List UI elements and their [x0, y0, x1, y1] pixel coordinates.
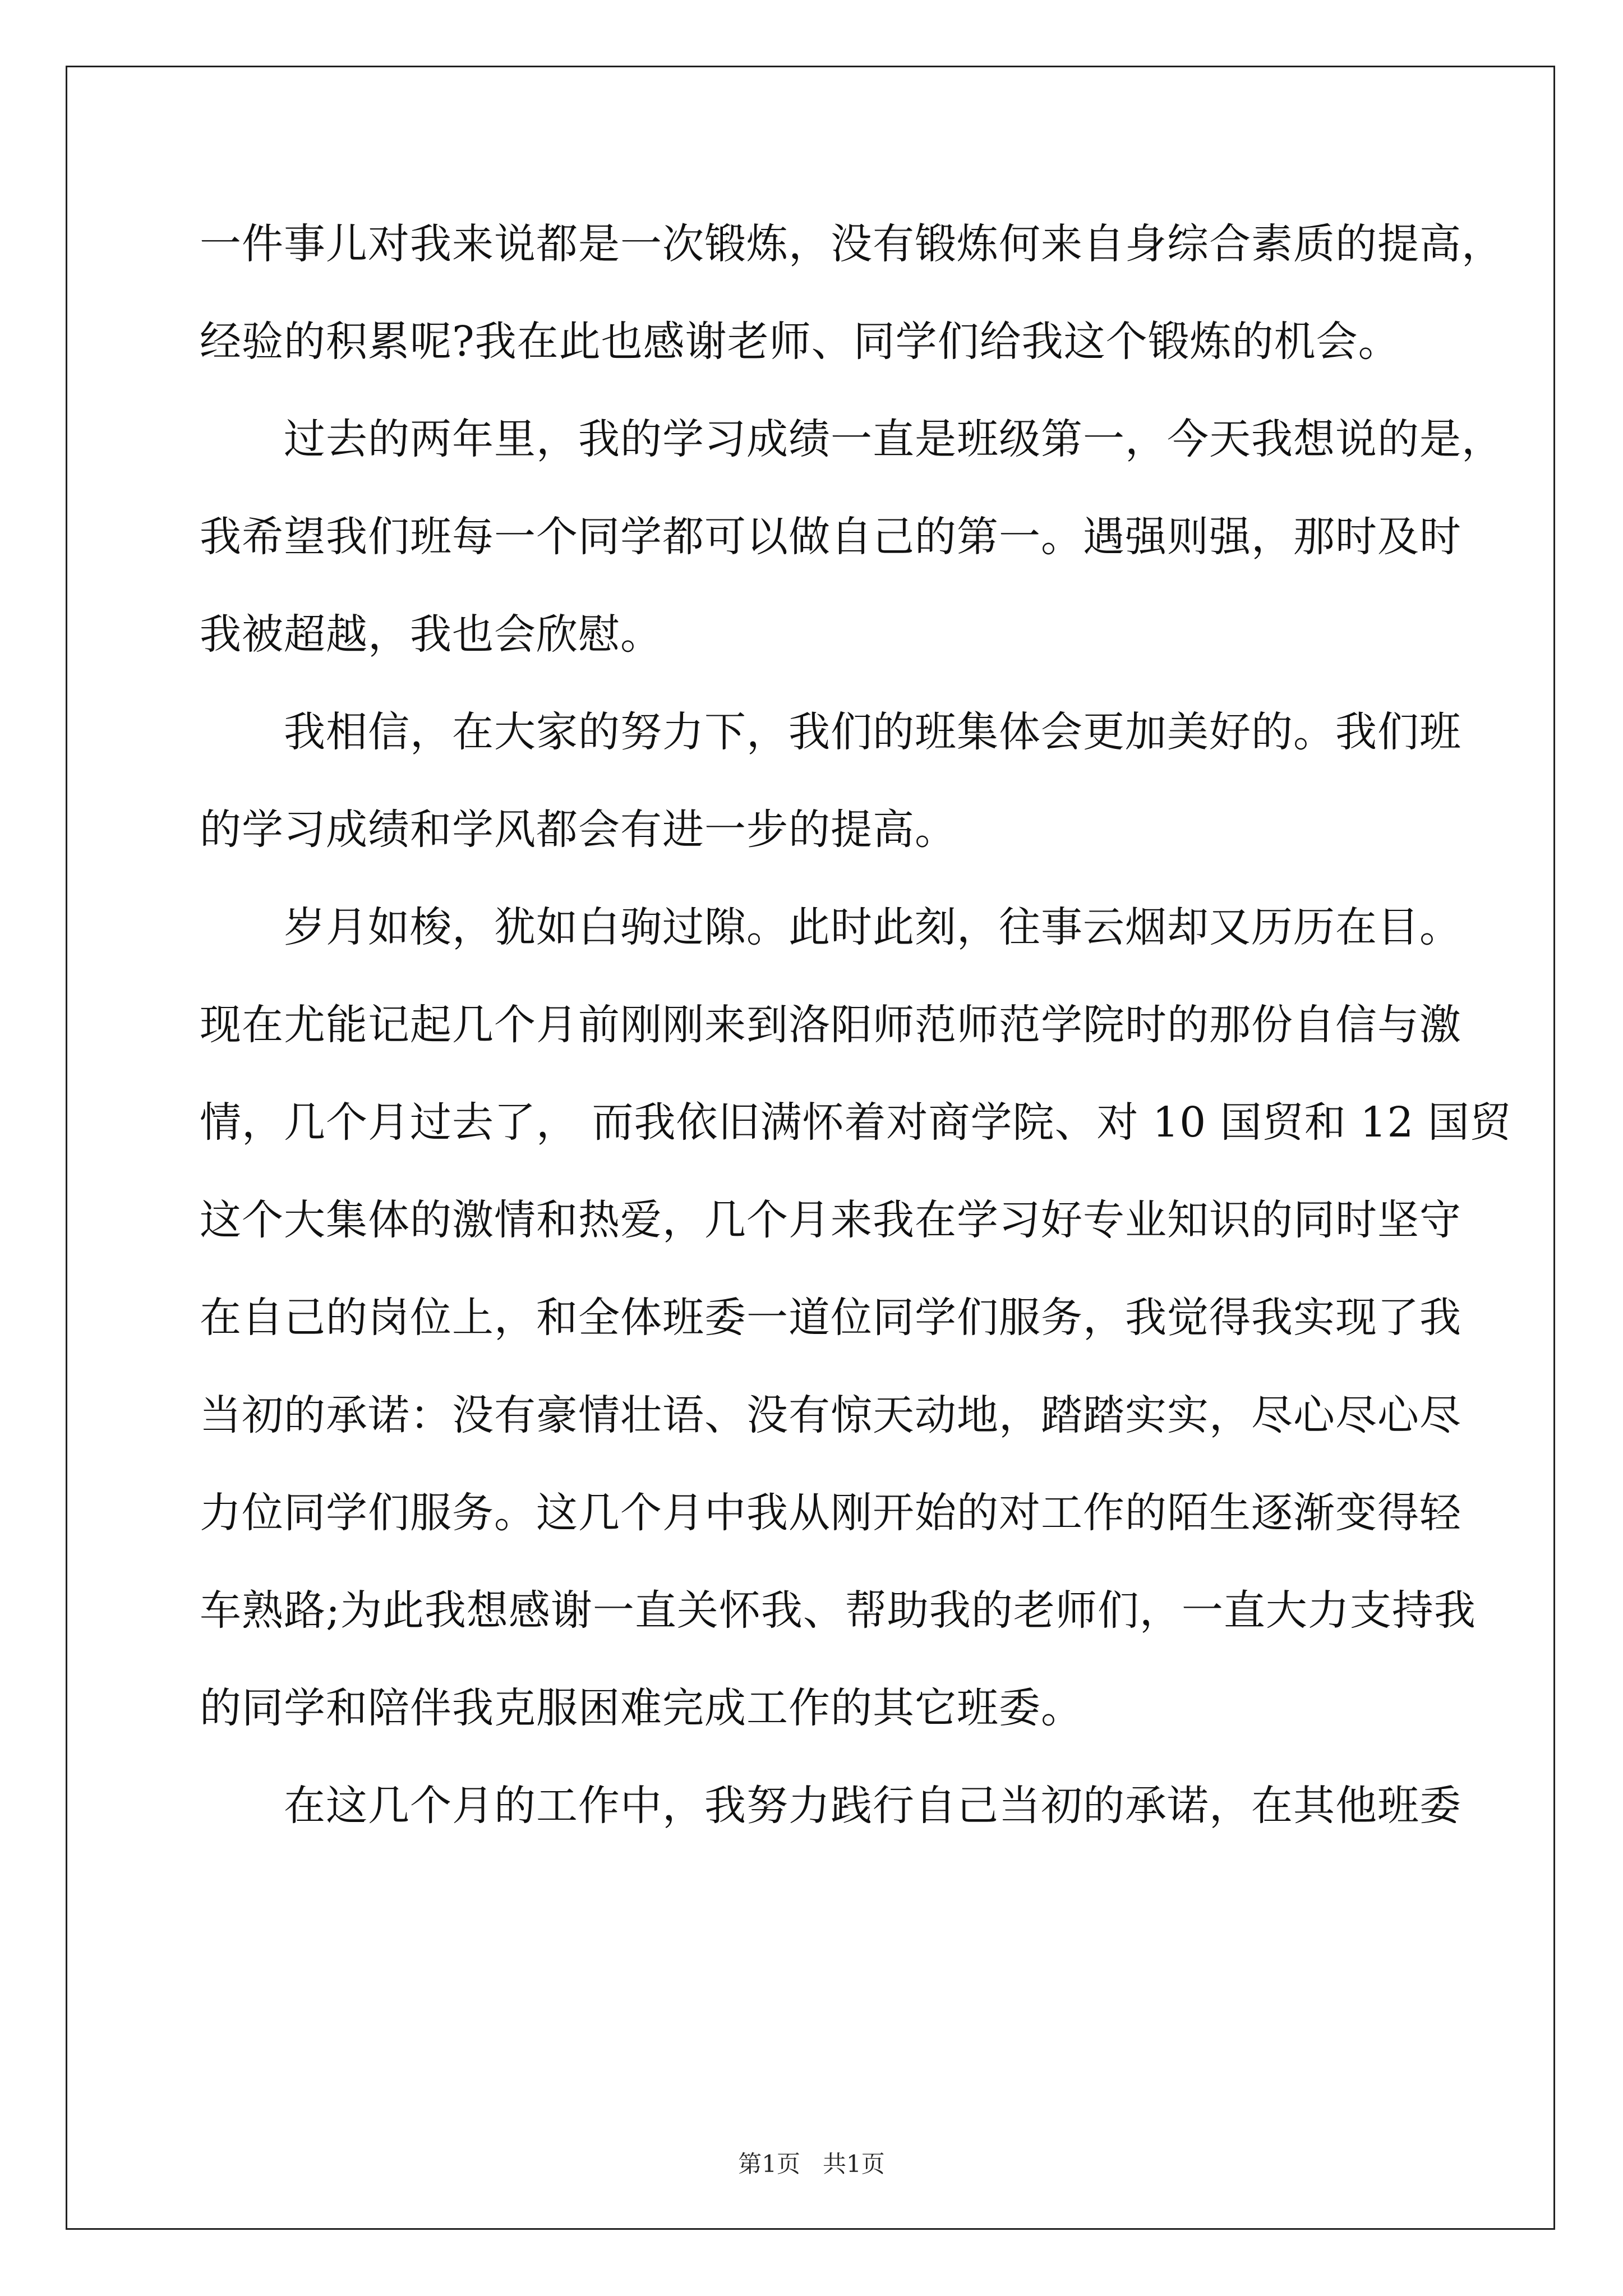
text-line: 在自己的岗位上，和全体班委一道位同学们服务，我觉得我实现了我	[200, 1294, 1461, 1342]
text-line: 在这几个月的工作中，我努力践行自己当初的承诺，在其他班委	[284, 1782, 1461, 1830]
text-line: 车熟路;为此我想感谢一直关怀我、帮助我的老师们，一直大力支持我	[200, 1586, 1476, 1635]
text-line: 我希望我们班每一个同学都可以做自己的第一。遇强则强，那时及时	[200, 513, 1461, 561]
text-line: 现在尤能记起几个月前刚刚来到洛阳师范师范学院时的那份自信与激	[200, 1001, 1461, 1049]
text-line: 过去的两年里，我的学习成绩一直是班级第一，今天我想说的是，	[284, 415, 1504, 463]
page-footer	[0, 2147, 1623, 2181]
text-line: 经验的积累呢?我在此也感谢老师、同学们给我这个锻炼的机会。	[200, 318, 1400, 366]
text-line: 这个大集体的激情和热爱，几个月来我在学习好专业知识的同时坚守	[200, 1196, 1461, 1244]
text-line: 我被超越，我也会欣慰。	[200, 610, 662, 659]
text-line: 力位同学们服务。这几个月中我从刚开始的对工作的陌生逐渐变得轻	[200, 1489, 1461, 1537]
text-line: 一件事儿对我来说都是一次锻炼，没有锻炼何来自身综合素质的提高，	[200, 220, 1504, 268]
page-number: 第1页	[738, 2150, 800, 2178]
text-line: 我相信，在大家的努力下，我们的班集体会更加美好的。我们班	[284, 708, 1461, 756]
text-line: 岁月如梭，犹如白驹过隙。此时此刻，往事云烟却又历历在目。	[284, 903, 1461, 951]
text-line: 的同学和陪伴我克服困难完成工作的其它班委。	[200, 1684, 1083, 1732]
text-line: 情，几个月过去了， 而我依旧满怀着对商学院、对 10 国贸和 12 国贸	[200, 1098, 1512, 1147]
document-body	[200, 195, 1512, 1855]
text-line: 的学习成绩和学风都会有进一步的提高。	[200, 806, 957, 854]
page-total: 共1页	[823, 2150, 885, 2178]
text-line: 当初的承诺：没有豪情壮语、没有惊天动地，踏踏实实，尽心尽心尽	[200, 1391, 1461, 1439]
